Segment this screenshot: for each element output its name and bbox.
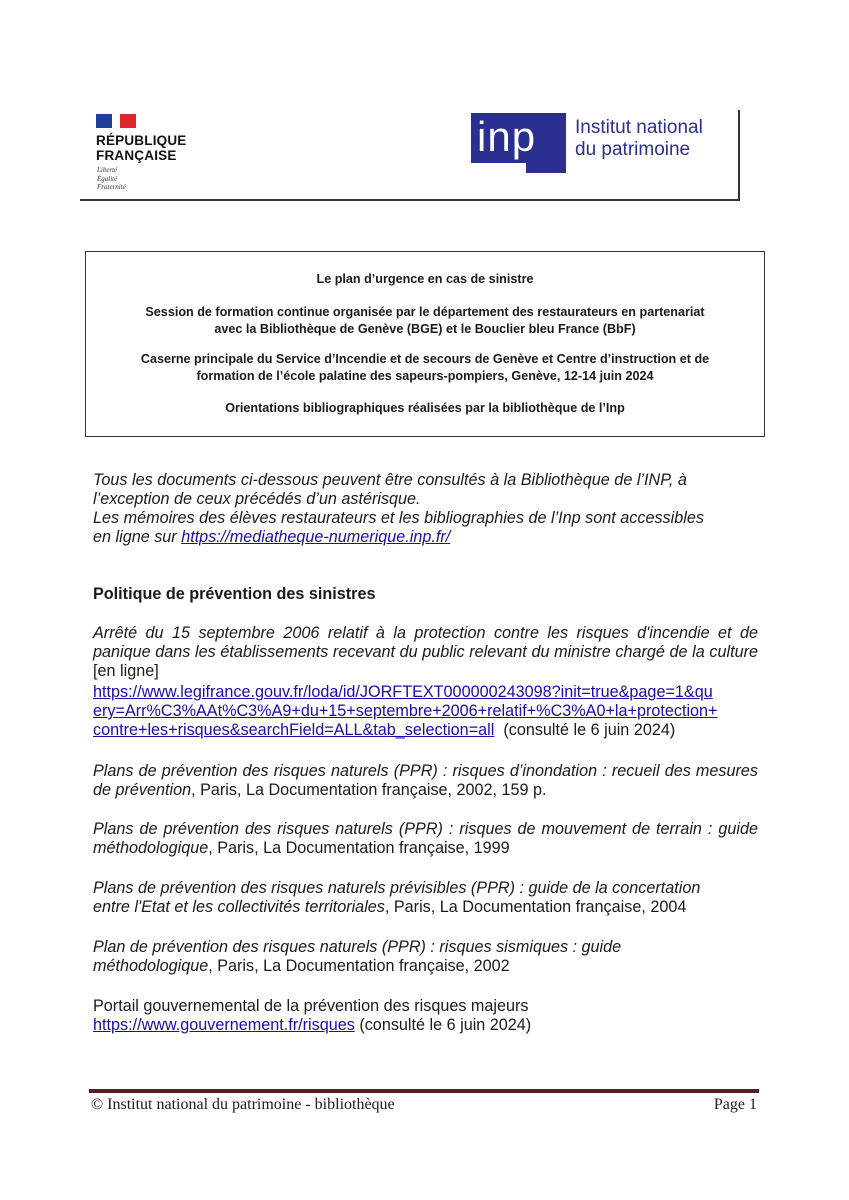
document-title: Le plan d’urgence en cas de sinistre	[316, 272, 534, 286]
intro-paragraph: Tous les documents ci-dessous peuvent être consultés à la Bibliothèque de l’INP, à l’exception de ceux précédés d’un astérisque. Les mémoires des élèves restaurateurs et les bibliographies de l’Inp sont accessibles en ligne sur https://mediatheque-numerique.inp.fr/	[93, 471, 704, 546]
section-heading: Politique de prévention des sinistres	[93, 585, 376, 603]
republique-francaise-wordmark: RÉPUBLIQUE FRANÇAISE	[96, 133, 187, 163]
bibliography-entry: Plans de prévention des risques naturels prévisibles (PPR) : guide de la concertation entre l'Etat et les collectivités territoriales, Paris, La Documentation française, 2004	[93, 879, 701, 916]
gouvernement-risques-link[interactable]: https://www.gouvernement.fr/risques	[93, 1016, 355, 1034]
bibliography-entry: Portail gouvernemental de la prévention des risques majeurs https://www.gouvernement.fr/risques (consulté le 6 juin 2024)	[93, 997, 532, 1034]
header-divider-vertical	[738, 110, 740, 201]
location-line-2: formation de l’école palatine des sapeurs-pompiers, Genève, 12-14 juin 2024	[196, 369, 654, 383]
republique-francaise-logo	[96, 114, 206, 198]
page-number: Page 1	[713, 1096, 757, 1113]
bibliography-entry: Plans de prévention des risques naturels (PPR) : risques de mouvement de terrain : guide méthodologique, Paris, La Documentation française, 1999	[93, 820, 758, 857]
header-divider	[80, 199, 740, 201]
footer-divider	[89, 1089, 759, 1093]
orientation-line: Orientations bibliographiques réalisées par la bibliothèque de l’Inp	[225, 401, 625, 415]
bibliography-entry: Plan de prévention des risques naturels (PPR) : risques sismiques : guide méthodologique, Paris, La Documentation française, 2002	[93, 938, 622, 975]
inp-logo	[471, 113, 731, 175]
legifrance-link[interactable]: https://www.legifrance.gouv.fr/loda/id/JORFTEXT000000243098?init=true&page=1&qu	[93, 683, 713, 701]
marianne-flag-icon	[96, 114, 136, 128]
document-title-box	[85, 251, 765, 437]
inp-logo-block: inp	[471, 113, 566, 163]
footer-copyright: © Institut national du patrimoine - bibliothèque	[91, 1096, 395, 1113]
bibliography-entry: Plans de prévention des risques naturels (PPR) : risques d’inondation : recueil des mesures de prévention, Paris, La Documentation française, 2002, 159 p.	[93, 762, 758, 799]
page-header	[80, 108, 740, 200]
republique-motto: Liberté Égalité Fraternité	[97, 166, 126, 191]
bibliography-entry: Arrêté du 15 septembre 2006 relatif à la protection contre les risques d'incendie et de panique dans les établissements recevant du public relevant du ministre chargé de la culture [en ligne]	[93, 624, 758, 680]
session-line-2: avec la Bibliothèque de Genève (BGE) et le Bouclier bleu France (BbF)	[214, 322, 636, 336]
legifrance-link[interactable]: ery=Arr%C3%AAt%C3%A9+du+15+septembre+2006+relatif+%C3%A0+la+protection+	[93, 702, 718, 720]
location-line-1: Caserne principale du Service d’Incendie et de secours de Genève et Centre d’instruction et de	[140, 352, 710, 366]
bibliography-entry-url: https://www.legifrance.gouv.fr/loda/id/JORFTEXT000000243098?init=true&page=1&qu ery=Arr%C3%AAt%C3%A9+du+15+septembre+2006+relatif+%C3%A0+la+protection+ contre+les+risques&searchField=ALL&tab_selection=all (consulté le 6 juin 2024)	[93, 683, 718, 739]
legifrance-link[interactable]: contre+les+risques&searchField=ALL&tab_selection=all	[93, 721, 495, 739]
inp-logo-name: Institut national du patrimoine	[575, 117, 703, 160]
session-line-1: Session de formation continue organisée par le département des restaurateurs en partenariat	[145, 305, 705, 319]
mediatheque-link[interactable]: https://mediatheque-numerique.inp.fr/	[181, 528, 451, 546]
